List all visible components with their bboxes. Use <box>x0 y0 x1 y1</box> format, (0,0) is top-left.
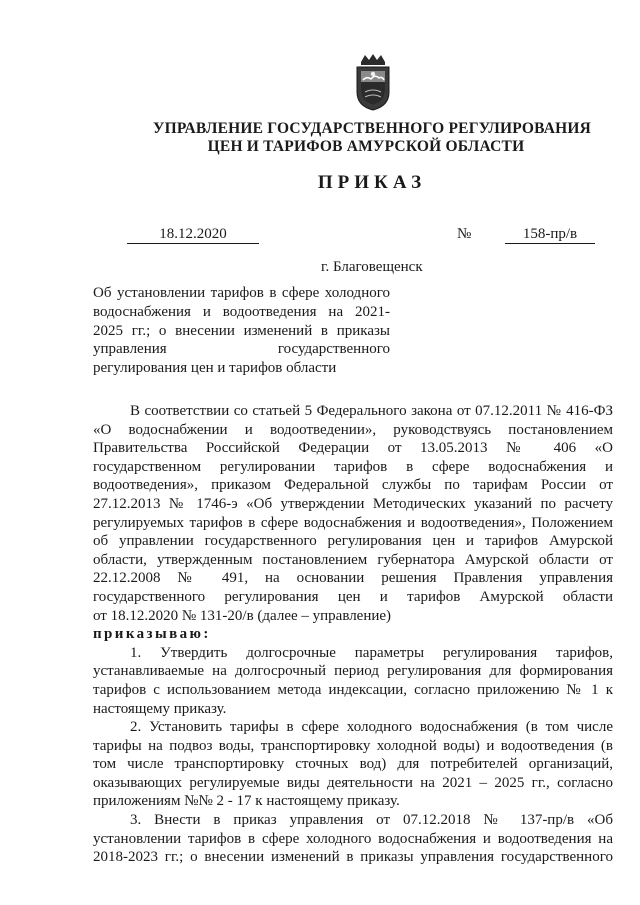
body-line: государственном регулировании тарифов в сфере водоснабжения и <box>93 458 613 475</box>
coat-of-arms-icon <box>353 52 393 112</box>
subject-line: Об установлении тарифов в сфере холодного <box>93 285 390 301</box>
subject-line: управления государственного <box>93 341 390 358</box>
body-line: «О водоснабжении и водоотведении», руководствуясь постановлением <box>93 421 613 438</box>
body-line: водоотведения», приказом Федеральной службы по тарифам России от <box>93 477 613 494</box>
subject-line: 2025 гг.; о внесении изменений в приказы <box>93 322 390 339</box>
document-number: 158-пр/в <box>505 226 595 244</box>
body-line: приложениям №№ 2 - 17 к настоящему приказу. <box>93 793 400 810</box>
body-line: государственного регулирования цен и тарифов Амурской области <box>93 588 613 605</box>
body-line: об управлении государственного регулирования цен и тарифов Амурской <box>93 533 613 550</box>
body-line: регулируемых тарифов в сфере водоснабжения и водоотведения», Положением <box>93 514 613 531</box>
body-line: 27.12.2013 № 1746-э «Об утверждении Методических указаний по расчету <box>93 495 613 512</box>
body-line: 3. Внести в приказ управления от 07.12.2018 № 137-пр/в «Об <box>130 812 613 829</box>
body-line: настоящему приказу. <box>93 700 227 717</box>
body-line: оказывающих регулируемые виды деятельности на 2021 – 2025 гг., согласно <box>93 774 613 791</box>
organization-name-line1: УПРАВЛЕНИЕ ГОСУДАРСТВЕННОГО РЕГУЛИРОВАНИЯ <box>153 120 591 137</box>
body-line: 1. Утвердить долгосрочные параметры регулирования тарифов, <box>130 644 613 661</box>
organization-name-line2: ЦЕН И ТАРИФОВ АМУРСКОЙ ОБЛАСТИ <box>207 138 525 155</box>
body-line: области, утвержденным постановлением губернатора Амурской области от <box>93 551 613 568</box>
body-line: Правительства Российской Федерации от 13.05.2013 № 406 «О <box>93 440 613 457</box>
body-line: В соответствии со статьей 5 Федерального закона от 07.12.2011 № 416-ФЗ <box>130 403 613 419</box>
document-type-title: ПРИКАЗ <box>317 172 427 193</box>
subject-line: регулирования цен и тарифов области <box>93 360 337 377</box>
body-line: устанавливаемые на долгосрочный период регулирования для формирования <box>93 663 613 680</box>
document-subject <box>93 284 390 378</box>
body-line: 2. Установить тарифы в сфере холодного водоснабжения (в том числе <box>130 719 613 736</box>
document-date: 18.12.2020 <box>127 226 259 244</box>
document-body <box>93 402 613 867</box>
city-name: г. Благовещенск <box>321 259 423 275</box>
body-line: от 18.12.2020 № 131-20/в (далее – управление) <box>93 607 392 624</box>
body-line: том числе транспортировку сточных вод) для потребителей организаций, <box>93 756 613 773</box>
body-line: тарифы на подвоз воды, транспортировку холодной воды) и водоотведения (в <box>93 737 613 754</box>
number-sign: № <box>457 226 472 242</box>
body-line: тарифов с использованием метода индексации, согласно приложению № 1 к <box>93 681 613 698</box>
body-line: 2018-2023 гг.; о внесении изменений в приказы управления государственного <box>93 849 613 866</box>
subject-line: водоснабжения и водоотведения на 2021- <box>93 303 390 320</box>
decree-word: приказываю: <box>93 626 211 643</box>
body-line: 22.12.2008 № 491, на основании решения Правления управления <box>93 570 613 587</box>
body-line: установлении тарифов в сфере холодного водоснабжения и водоотведения на <box>93 830 613 847</box>
